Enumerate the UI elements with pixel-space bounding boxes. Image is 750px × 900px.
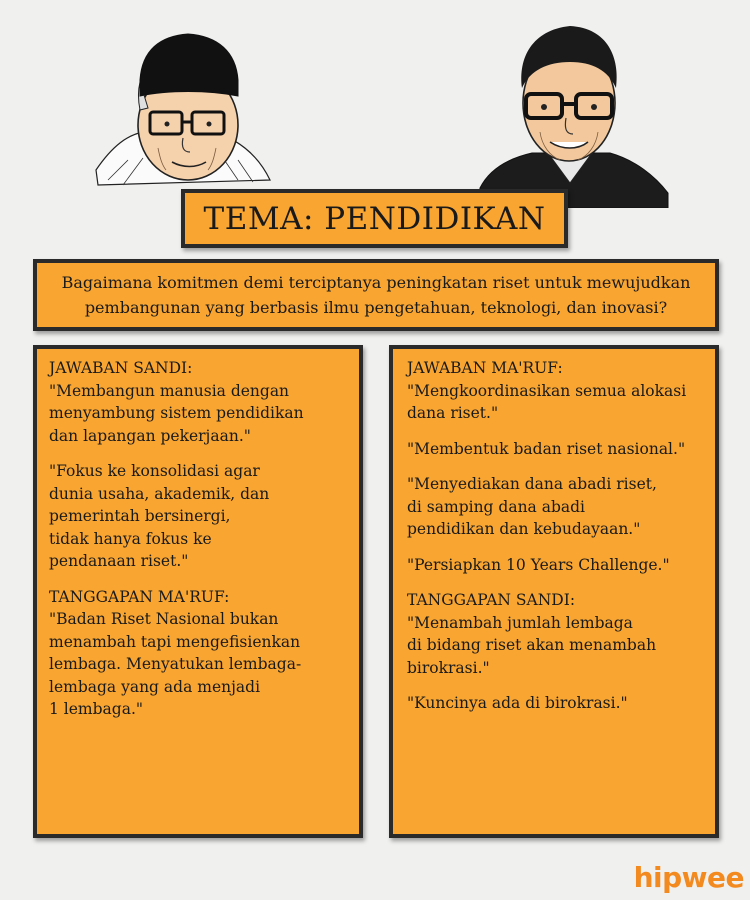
page-title: TEMA: PENDIDIKAN (203, 200, 546, 237)
sandi-column (33, 345, 363, 838)
portrait-right-icon (470, 18, 675, 208)
sandi-response-heading: TANGGAPAN SANDI: (407, 591, 576, 609)
question-text: Bagaimana komitmen demi terciptanya peningkatan riset untuk mewujudkan pembangunan yang berbasis ilmu pengetahuan, teknologi, dan inovasi? (61, 273, 691, 317)
sandi-response-1: "Menambah jumlah lembaga di bidang riset akan menambah birokrasi." (407, 613, 657, 677)
title-banner (181, 189, 568, 248)
sandi-answer-2: "Fokus ke konsolidasi agar dunia usaha, akademik, dan pemerintah bersinergi, tidak hanya fokus ke pendanaan riset." (49, 462, 270, 570)
maruf-response-heading: TANGGAPAN MA'RUF: (49, 587, 230, 606)
question-box (33, 259, 719, 331)
maruf-answer-1: "Mengkoordinasikan semua alokasi dana riset." (407, 381, 687, 422)
brand-logo: hipwee (633, 861, 744, 894)
portrait-left-icon (88, 30, 278, 200)
maruf-answer-heading: JAWABAN MA'RUF: (407, 359, 563, 377)
maruf-answer-3: "Menyediakan dana abadi riset, di samping dana abadi pendidikan dan kebudayaan." (407, 475, 657, 538)
maruf-response-1: "Badan Riset Nasional bukan menambah tapi mengefisienkan lembaga. Menyatukan lembaga- lembaga yang ada menjadi 1 lembaga." (49, 610, 302, 718)
sandi-answer-heading: JAWABAN SANDI: (49, 359, 193, 377)
maruf-answer-4: "Persiapkan 10 Years Challenge." (407, 555, 670, 574)
sandi-response-2: "Kuncinya ada di birokrasi." (407, 694, 628, 712)
maruf-answer-2: "Membentuk badan riset nasional." (407, 439, 686, 458)
maruf-column (389, 345, 719, 838)
sandi-answer-1: "Membangun manusia dengan menyambung sistem pendidikan dan lapangan pekerjaan." (49, 381, 304, 445)
